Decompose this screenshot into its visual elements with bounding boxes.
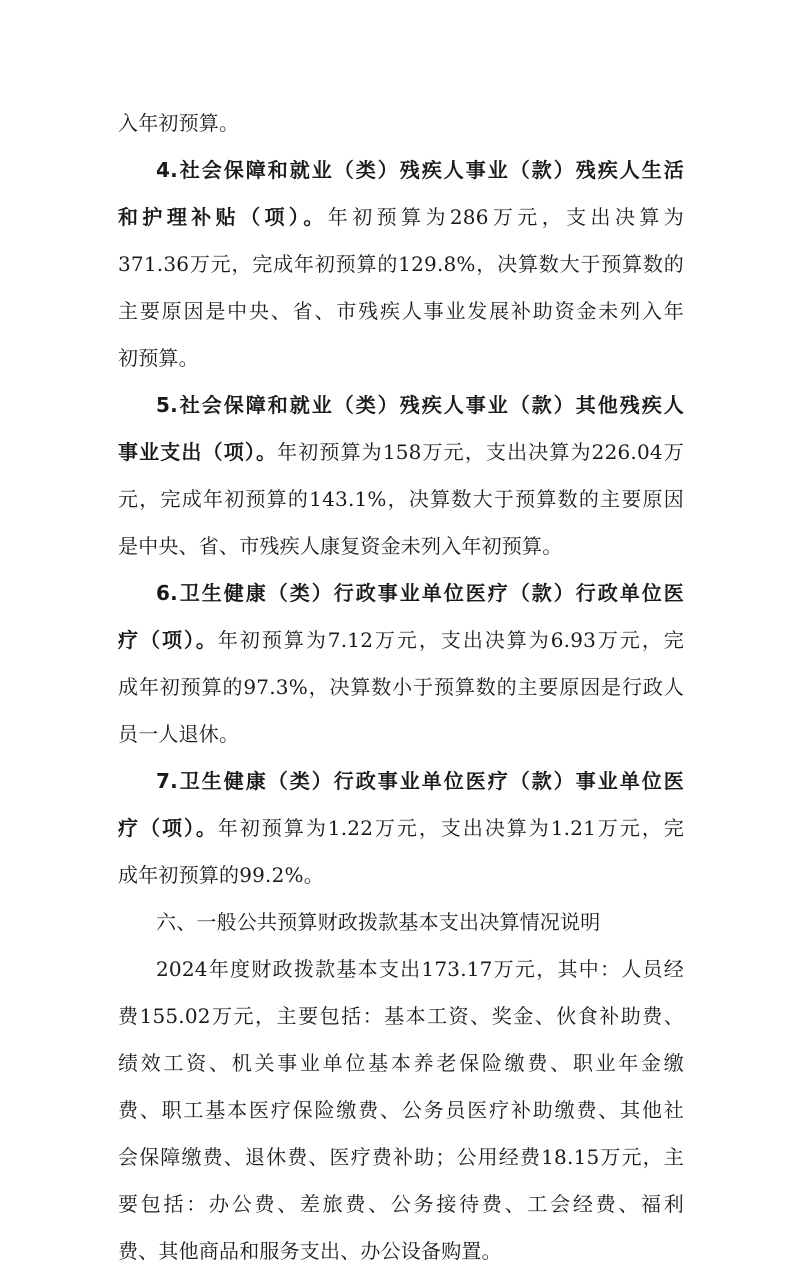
paragraph-line (118, 617, 684, 664)
text-run: 要包括：办公费、差旅费、公务接待费、工会经费、福利 (118, 1192, 684, 1216)
paragraph-line (118, 100, 684, 147)
text-run: 年初预算为1.22万元，支出决算为1.21万元，完 (217, 816, 685, 840)
paragraph-line (118, 852, 684, 899)
text-run: 费155.02万元，主要包括：基本工资、奖金、伙食补助费、 (118, 1004, 684, 1028)
paragraph-line (118, 711, 684, 758)
text-run: 成年初预算的97.3%，决算数小于预算数的主要原因是行政人 (118, 675, 684, 699)
paragraph-line (118, 1040, 684, 1087)
text-run: 绩效工资、机关事业单位基本养老保险缴费、职业年金缴 (118, 1051, 684, 1075)
item-6-title-end: 疗（项）。 (118, 628, 218, 652)
item-5-heading-line (118, 382, 684, 429)
paragraph-line (118, 805, 684, 852)
paragraph-line (118, 664, 684, 711)
paragraph-line (118, 1134, 684, 1181)
text-run: 费、其他商品和服务支出、办公设备购置。 (118, 1239, 502, 1263)
item-7-title: 7.卫生健康（类）行政事业单位医疗（款）事业单位医 (156, 769, 684, 793)
text-run: 初预算。 (118, 346, 199, 370)
text-run: 会保障缴费、退休费、医疗费补助；公用经费18.15万元，主 (118, 1145, 684, 1169)
paragraph-line (118, 241, 684, 288)
paragraph-line (118, 335, 684, 382)
item-5-title: 5.社会保障和就业（类）残疾人事业（款）其他残疾人 (156, 393, 684, 417)
text-run: 主要原因是中央、省、市残疾人事业发展补助资金未列入年 (118, 299, 684, 323)
paragraph-line (118, 288, 684, 335)
text-run: 年初预算为286万元，支出决算为 (327, 205, 684, 229)
text-run: 入年初预算。 (118, 111, 240, 135)
item-5-title-end: 事业支出（项）。 (118, 440, 278, 464)
body-text (118, 100, 684, 1275)
paragraph-line (118, 1228, 684, 1275)
item-7-title-end: 疗（项）。 (118, 816, 218, 840)
text-run: 费、职工基本医疗保险缴费、公务员医疗补助缴费、其他社 (118, 1098, 684, 1122)
text-run: 2024年度财政拨款基本支出173.17万元，其中：人员经 (156, 957, 684, 981)
text-run: 员一人退休。 (118, 722, 240, 746)
paragraph-line (118, 993, 684, 1040)
paragraph-line (118, 194, 684, 241)
section-6-heading-line (118, 899, 684, 946)
paragraph-line (118, 946, 684, 993)
item-7-heading-line (118, 758, 684, 805)
paragraph-line (118, 1087, 684, 1134)
item-4-heading-line (118, 147, 684, 194)
text-run: 元，完成年初预算的143.1%，决算数大于预算数的主要原因 (118, 487, 684, 511)
text-run: 年初预算为7.12万元，支出决算为6.93万元，完 (217, 628, 685, 652)
paragraph-line (118, 523, 684, 570)
text-run: 年初预算为158万元，支出决算为226.04万 (277, 440, 684, 464)
text-run: 371.36万元，完成年初预算的129.8%，决算数大于预算数的 (118, 252, 684, 276)
item-6-title: 6.卫生健康（类）行政事业单位医疗（款）行政单位医 (156, 581, 684, 605)
text-run: 是中央、省、市残疾人康复资金未列入年初预算。 (118, 534, 563, 558)
paragraph-line (118, 476, 684, 523)
item-4-title: 4.社会保障和就业（类）残疾人事业（款）残疾人生活 (156, 158, 684, 182)
section-heading: 六、一般公共预算财政拨款基本支出决算情况说明 (156, 910, 601, 934)
item-4-title-end: 和护理补贴（项）。 (118, 205, 328, 229)
paragraph-line (118, 429, 684, 476)
paragraph-line (118, 1181, 684, 1228)
text-run: 成年初预算的99.2%。 (118, 863, 324, 887)
item-6-heading-line (118, 570, 684, 617)
